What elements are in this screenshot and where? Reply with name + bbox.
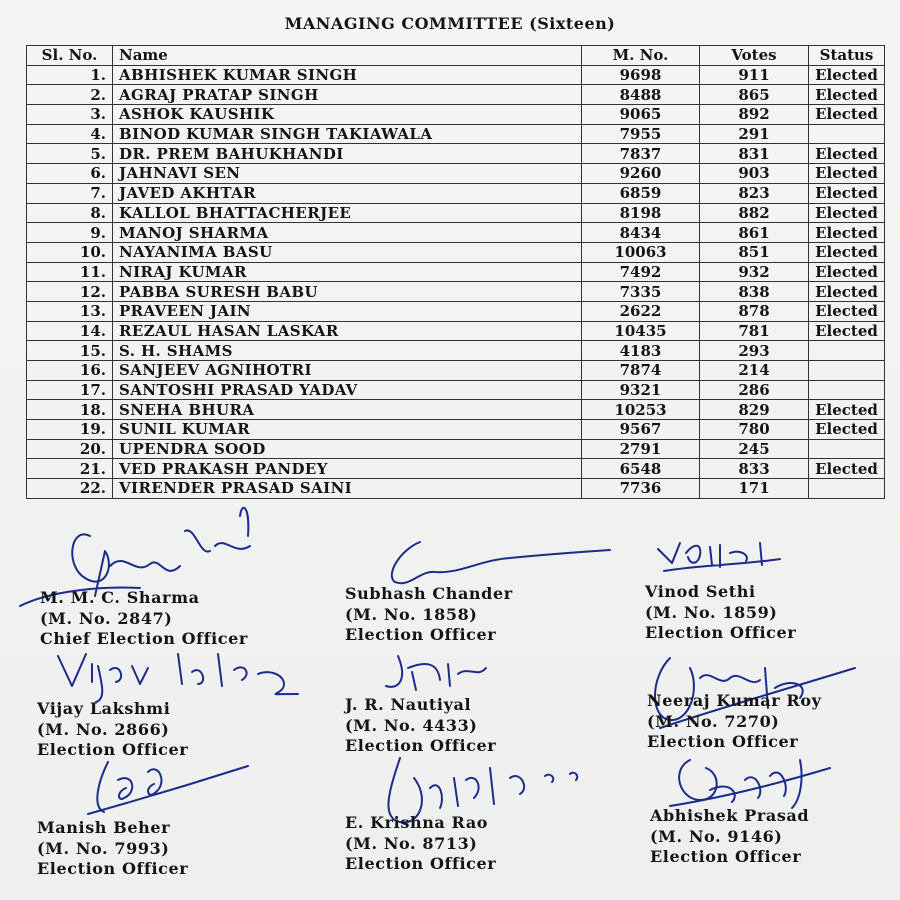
cell-m-no: 7874 [582, 361, 700, 381]
signatory-name: Vijay Lakshmi [37, 699, 171, 718]
signatory-m-no: (M. No. 2866) [37, 719, 170, 739]
signatory-block [645, 582, 796, 644]
cell-votes: 851 [700, 242, 809, 262]
cell-votes: 878 [700, 301, 809, 321]
cell-status: Elected [809, 321, 885, 341]
cell-status: Elected [809, 420, 885, 440]
table-row [27, 361, 885, 381]
cell-sl: 15. [27, 341, 113, 361]
cell-sl: 11. [27, 262, 113, 282]
header-name: Name [113, 46, 582, 66]
signatory-name: Manish Beher [37, 818, 171, 837]
table-row [27, 164, 885, 184]
cell-name: SANJEEV AGNIHOTRI [113, 361, 582, 381]
signatory-role: Election Officer [345, 625, 497, 644]
cell-name: PABBA SURESH BABU [113, 282, 582, 302]
cell-name: ASHOK KAUSHIK [113, 105, 582, 125]
table-row [27, 301, 885, 321]
cell-votes: 911 [700, 65, 809, 85]
table-row [27, 262, 885, 282]
cell-m-no: 9567 [582, 420, 700, 440]
table-row [27, 439, 885, 459]
cell-m-no: 8198 [582, 203, 700, 223]
table-row [27, 420, 885, 440]
cell-sl: 19. [27, 420, 113, 440]
cell-votes: 781 [700, 321, 809, 341]
cell-name: KALLOL BHATTACHERJEE [113, 203, 582, 223]
cell-m-no: 10253 [582, 400, 700, 420]
signatory-role: Election Officer [645, 623, 797, 642]
cell-votes: 903 [700, 164, 809, 184]
signatory-m-no: (M. No. 8713) [345, 833, 478, 853]
table-header-row [27, 46, 885, 66]
cell-votes: 932 [700, 262, 809, 282]
table-row [27, 341, 885, 361]
cell-m-no: 7335 [582, 282, 700, 302]
cell-m-no: 9321 [582, 380, 700, 400]
cell-m-no: 9698 [582, 65, 700, 85]
signatory-m-no: (M. No. 2847) [40, 608, 173, 628]
cell-sl: 2. [27, 85, 113, 105]
signatory-role: Election Officer [647, 732, 799, 751]
cell-sl: 13. [27, 301, 113, 321]
signatory-block [40, 588, 248, 650]
cell-sl: 9. [27, 223, 113, 243]
cell-m-no: 8434 [582, 223, 700, 243]
cell-name: NAYANIMA BASU [113, 242, 582, 262]
cell-sl: 21. [27, 459, 113, 479]
cell-name: DR. PREM BAHUKHANDI [113, 144, 582, 164]
cell-status: Elected [809, 223, 885, 243]
cell-m-no: 10435 [582, 321, 700, 341]
cell-votes: 861 [700, 223, 809, 243]
cell-name: NIRAJ KUMAR [113, 262, 582, 282]
cell-name: SANTOSHI PRASAD YADAV [113, 380, 582, 400]
signatory-role: Election Officer [345, 736, 497, 755]
signatory-role: Election Officer [37, 740, 189, 759]
cell-sl: 1. [27, 65, 113, 85]
cell-m-no: 6859 [582, 183, 700, 203]
cell-status: Elected [809, 459, 885, 479]
header-m-no: M. No. [582, 46, 700, 66]
cell-status [809, 361, 885, 381]
signatory-role: Election Officer [37, 859, 189, 878]
cell-status: Elected [809, 144, 885, 164]
signature-manish-beher [78, 752, 258, 822]
document-title: MANAGING COMMITTEE (Sixteen) [284, 14, 616, 33]
cell-m-no: 8488 [582, 85, 700, 105]
cell-m-no: 2791 [582, 439, 700, 459]
table-row [27, 183, 885, 203]
cell-name: JAVED AKHTAR [113, 183, 582, 203]
cell-votes: 838 [700, 282, 809, 302]
cell-name: JAHNAVI SEN [113, 164, 582, 184]
table-row [27, 203, 885, 223]
signatory-name: Subhash Chander [345, 584, 513, 603]
cell-status: Elected [809, 400, 885, 420]
cell-sl: 7. [27, 183, 113, 203]
signatory-m-no: (M. No. 1859) [645, 602, 778, 622]
cell-m-no: 7837 [582, 144, 700, 164]
table-row [27, 65, 885, 85]
table-row [27, 380, 885, 400]
signatory-name: Neeraj Kumar Roy [647, 691, 822, 710]
cell-m-no: 7492 [582, 262, 700, 282]
cell-status [809, 380, 885, 400]
signatory-m-no: (M. No. 7270) [647, 711, 780, 731]
cell-name: SNEHA BHURA [113, 400, 582, 420]
signatory-role: Election Officer [650, 847, 802, 866]
cell-status: Elected [809, 203, 885, 223]
signatory-name: J. R. Nautiyal [345, 695, 472, 714]
cell-votes: 882 [700, 203, 809, 223]
signatory-block [37, 818, 188, 880]
table-row [27, 105, 885, 125]
cell-name: S. H. SHAMS [113, 341, 582, 361]
cell-name: BINOD KUMAR SINGH TAKIAWALA [113, 124, 582, 144]
cell-m-no: 10063 [582, 242, 700, 262]
cell-name: SUNIL KUMAR [113, 420, 582, 440]
table-row [27, 144, 885, 164]
cell-votes: 291 [700, 124, 809, 144]
cell-sl: 3. [27, 105, 113, 125]
signatory-name: Abhishek Prasad [650, 806, 810, 825]
cell-name: UPENDRA SOOD [113, 439, 582, 459]
cell-votes: 831 [700, 144, 809, 164]
cell-votes: 823 [700, 183, 809, 203]
cell-m-no: 6548 [582, 459, 700, 479]
table-row [27, 242, 885, 262]
cell-name: AGRAJ PRATAP SINGH [113, 85, 582, 105]
cell-name: PRAVEEN JAIN [113, 301, 582, 321]
table-row [27, 223, 885, 243]
header-votes: Votes [700, 46, 809, 66]
signature-jr-nautiyal [378, 650, 498, 695]
cell-name: REZAUL HASAN LASKAR [113, 321, 582, 341]
signatory-role: Chief Election Officer [40, 629, 248, 648]
signature-vijay-lakshmi [48, 644, 318, 704]
cell-name: ABHISHEK KUMAR SINGH [113, 65, 582, 85]
signatory-m-no: (M. No. 4433) [345, 715, 478, 735]
header-sl-no: Sl. No. [27, 46, 113, 66]
cell-name: VIRENDER PRASAD SAINI [113, 479, 582, 499]
cell-status: Elected [809, 262, 885, 282]
table-row [27, 400, 885, 420]
cell-sl: 16. [27, 361, 113, 381]
cell-status: Elected [809, 65, 885, 85]
signature-subhash-chander [360, 530, 620, 590]
signatory-name: E. Krishna Rao [345, 813, 489, 832]
table-row [27, 282, 885, 302]
cell-votes: 865 [700, 85, 809, 105]
cell-sl: 8. [27, 203, 113, 223]
signatory-block [650, 806, 809, 868]
cell-sl: 22. [27, 479, 113, 499]
cell-status [809, 439, 885, 459]
cell-sl: 17. [27, 380, 113, 400]
cell-m-no: 4183 [582, 341, 700, 361]
cell-votes: 245 [700, 439, 809, 459]
cell-name: VED PRAKASH PANDEY [113, 459, 582, 479]
cell-sl: 20. [27, 439, 113, 459]
cell-status: Elected [809, 301, 885, 321]
cell-sl: 5. [27, 144, 113, 164]
cell-status: Elected [809, 242, 885, 262]
signature-vinod-sethi [650, 535, 800, 585]
cell-votes: 833 [700, 459, 809, 479]
signatory-block [647, 691, 822, 753]
table-row [27, 124, 885, 144]
signatory-block [37, 699, 188, 761]
cell-status: Elected [809, 164, 885, 184]
results-table [26, 45, 885, 499]
cell-sl: 18. [27, 400, 113, 420]
cell-status: Elected [809, 282, 885, 302]
cell-votes: 286 [700, 380, 809, 400]
cell-votes: 780 [700, 420, 809, 440]
cell-sl: 4. [27, 124, 113, 144]
cell-status [809, 479, 885, 499]
table-row [27, 459, 885, 479]
cell-m-no: 2622 [582, 301, 700, 321]
cell-votes: 892 [700, 105, 809, 125]
header-status: Status [809, 46, 885, 66]
signatory-m-no: (M. No. 7993) [37, 838, 170, 858]
cell-votes: 293 [700, 341, 809, 361]
cell-sl: 14. [27, 321, 113, 341]
cell-status [809, 124, 885, 144]
cell-status: Elected [809, 105, 885, 125]
cell-votes: 214 [700, 361, 809, 381]
cell-sl: 10. [27, 242, 113, 262]
cell-sl: 12. [27, 282, 113, 302]
cell-m-no: 7736 [582, 479, 700, 499]
signatory-block [345, 813, 496, 875]
signatory-block [345, 584, 513, 646]
cell-name: MANOJ SHARMA [113, 223, 582, 243]
signatory-name: Vinod Sethi [645, 582, 756, 601]
cell-sl: 6. [27, 164, 113, 184]
table-row [27, 85, 885, 105]
table-row [27, 321, 885, 341]
cell-m-no: 9065 [582, 105, 700, 125]
cell-votes: 171 [700, 479, 809, 499]
cell-m-no: 7955 [582, 124, 700, 144]
signatory-block [345, 695, 496, 757]
cell-m-no: 9260 [582, 164, 700, 184]
cell-status [809, 341, 885, 361]
cell-status: Elected [809, 183, 885, 203]
cell-status: Elected [809, 85, 885, 105]
signatory-m-no: (M. No. 1858) [345, 604, 478, 624]
signatory-name: M. M. C. Sharma [40, 588, 200, 607]
signatory-role: Election Officer [345, 854, 497, 873]
cell-votes: 829 [700, 400, 809, 420]
signatory-m-no: (M. No. 9146) [650, 826, 783, 846]
